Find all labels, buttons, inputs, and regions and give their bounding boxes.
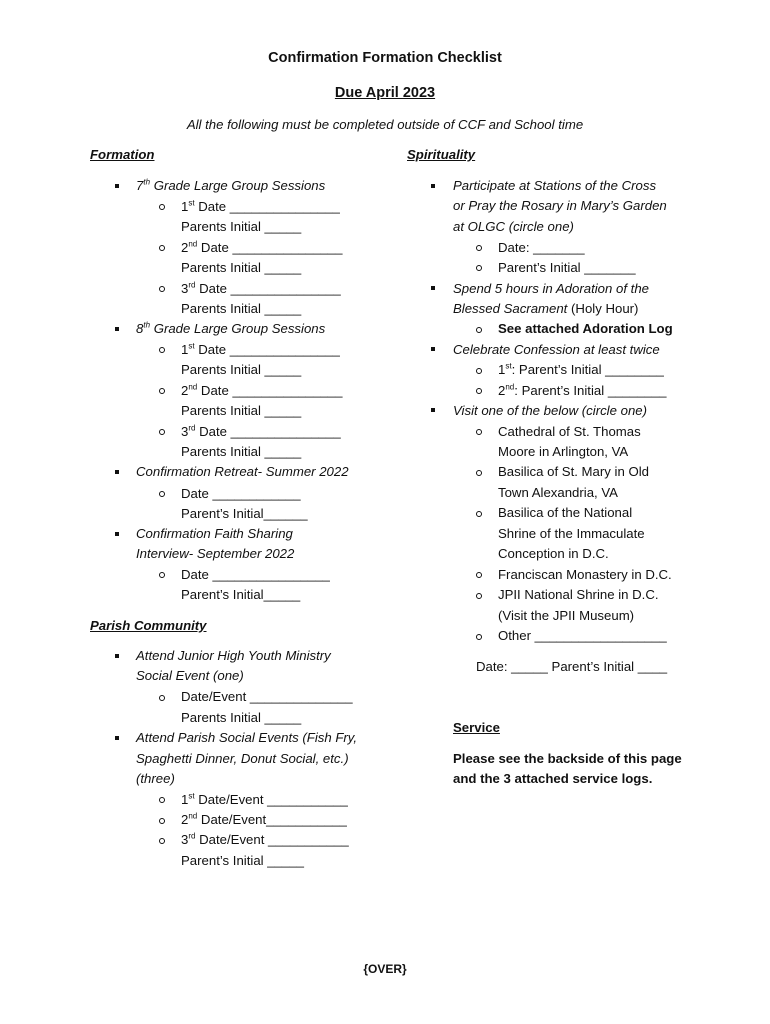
youth-initial: Parents Initial _____ [181,710,302,725]
instructions-note: All the following must be completed outside of CCF and School time [186,117,584,132]
social-date1: 1st Date/Event ___________ [181,791,348,807]
grade8-date2: 2nd Date _______________ [181,382,343,398]
service-note-line1: Please see the backside of this page [453,751,682,766]
retreat-item: Confirmation Retreat- Summer 2022 [136,464,349,479]
bullet-circle [476,265,482,271]
page-title: Confirmation Formation Checklist [268,50,502,66]
bullet-square [115,184,119,188]
bullet-circle [159,429,165,435]
grade8-initial1: Parents Initial _____ [181,362,302,377]
bullet-circle [159,572,165,578]
grade7-initial3: Parents Initial _____ [181,301,302,316]
grade7-date2: 2nd Date _______________ [181,239,343,255]
parish-heading: Parish Community [90,618,207,633]
bullet-square [115,470,119,474]
bullet-square [115,654,119,658]
bullet-circle [476,634,482,640]
visit-option-3-line2: Shrine of the Immaculate [498,526,645,541]
stations-initial: Parent’s Initial _______ [498,260,636,275]
over-note: {OVER} [363,962,407,976]
stations-date: Date: _______ [498,240,585,255]
bullet-circle [159,695,165,701]
visit-option-5-line1: JPII National Shrine in D.C. [498,587,659,602]
grade8-initial2: Parents Initial _____ [181,403,302,418]
bullet-circle [159,818,165,824]
bullet-circle [476,511,482,517]
bullet-square [431,408,435,412]
visit-option-4: Franciscan Monastery in D.C. [498,567,672,582]
bullet-circle [159,491,165,497]
visit-option-2-line1: Basilica of St. Mary in Old [498,464,649,479]
grade8-date1: 1st Date _______________ [181,341,340,357]
bullet-square [431,347,435,351]
visit-option-3-line3: Conception in D.C. [498,546,609,561]
youth-item-line2: Social Event (one) [136,668,244,683]
stations-line2: or Pray the Rosary in Mary’s Garden [453,198,667,213]
visit-item: Visit one of the below (circle one) [453,403,648,418]
youth-item-line1: Attend Junior High Youth Ministry [136,648,331,663]
youth-date: Date/Event ______________ [181,689,353,704]
grade8-sessions: 8th Grade Large Group Sessions [136,320,326,336]
grade7-initial2: Parents Initial _____ [181,260,302,275]
adoration-line2: Blessed Sacrament (Holy Hour) [453,301,639,316]
bullet-circle [159,347,165,353]
visit-option-5-line2: (Visit the JPII Museum) [498,608,635,623]
stations-line3: at OLGC (circle one) [453,219,574,234]
grade7-date1: 1st Date _______________ [181,198,340,214]
retreat-date: Date ____________ [181,486,301,501]
bullet-circle [159,245,165,251]
visit-option-2-line2: Town Alexandria, VA [498,485,618,500]
stations-line1: Participate at Stations of the Cross [453,178,657,193]
spirituality-heading: Spirituality [407,147,476,162]
bullet-circle [159,388,165,394]
bullet-circle [476,593,482,599]
bullet-square [115,736,119,740]
bullet-circle [476,470,482,476]
bullet-square [115,327,119,331]
interview-initial: Parent’s Initial_____ [181,587,301,602]
bullet-square [115,532,119,536]
confession-initial1: 1st: Parent’s Initial ________ [498,361,664,377]
bullet-circle [476,572,482,578]
confession-item: Celebrate Confession at least twice [453,342,660,357]
bullet-circle [159,204,165,210]
social-item-line2: Spaghetti Dinner, Donut Social, etc.) [136,751,349,766]
social-item-line3: (three) [136,771,175,786]
adoration-log: See attached Adoration Log [498,321,673,336]
bullet-circle [159,838,165,844]
visit-signoff: Date: _____ Parent’s Initial ____ [476,659,668,674]
visit-option-other: Other __________________ [498,628,667,643]
bullet-circle [476,429,482,435]
formation-heading: Formation [90,147,155,162]
interview-date: Date ________________ [181,567,330,582]
bullet-circle [476,388,482,394]
visit-option-1-line2: Moore in Arlington, VA [498,444,629,459]
bullet-circle [476,368,482,374]
due-date: Due April 2023 [334,85,436,101]
grade8-initial3: Parents Initial _____ [181,444,302,459]
social-date2: 2nd Date/Event___________ [181,811,347,827]
confession-initial2: 2nd: Parent’s Initial ________ [498,382,667,398]
bullet-circle [159,797,165,803]
service-heading: Service [453,720,500,735]
visit-option-3-line1: Basilica of the National [498,505,633,520]
grade7-initial1: Parents Initial _____ [181,219,302,234]
adoration-line1: Spend 5 hours in Adoration of the [453,281,649,296]
bullet-circle [476,245,482,251]
service-note-line2: and the 3 attached service logs. [453,771,653,786]
retreat-initial: Parent’s Initial______ [181,506,308,521]
social-item-line1: Attend Parish Social Events (Fish Fry, [136,730,358,745]
social-date3: 3rd Date/Event ___________ [181,831,349,847]
bullet-circle [476,327,482,333]
interview-item-line2: Interview- September 2022 [136,546,295,561]
grade7-sessions: 7th Grade Large Group Sessions [136,177,326,193]
visit-option-1-line1: Cathedral of St. Thomas [498,424,641,439]
bullet-square [431,184,435,188]
bullet-square [431,286,435,290]
social-initial: Parent’s Initial _____ [181,853,304,868]
grade7-date3: 3rd Date _______________ [181,280,341,296]
grade8-date3: 3rd Date _______________ [181,423,341,439]
interview-item-line1: Confirmation Faith Sharing [136,526,293,541]
bullet-circle [159,286,165,292]
